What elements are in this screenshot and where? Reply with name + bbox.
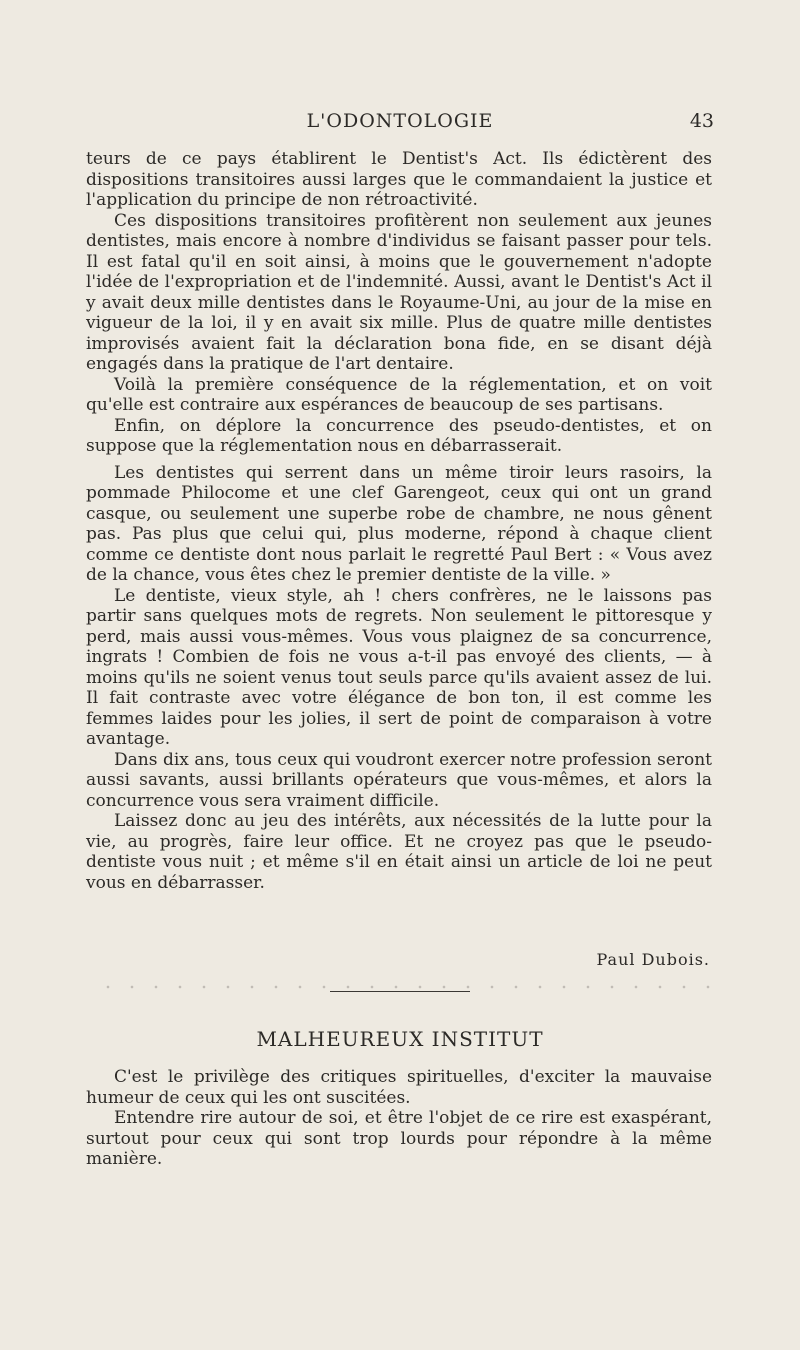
journal-title: L'ODONTOLOGIE [306, 110, 494, 132]
paragraph: Les dentistes qui serrent dans un même tiroir leurs rasoirs, la pommade Philocome et une clef Garengeot, ceux qui ont un grand casque, ou seulement une superbe robe de chambre, ne nous gênent pas. Pas plus que celui qui, plus moderne, répond à chaque client comme ce dentiste dont nous parlait le regretté Paul Bert : « Vous avez de la chance, vous êtes chez le premier dentiste de la ville. » [86, 462, 712, 585]
paragraph: teurs de ce pays établirent le Dentist's Act. Ils édictèrent des dispositions transitoires aussi larges que le commandaient la justice et l'application du principe de non rétroactivité. [86, 149, 712, 210]
author-signature: Paul Dubois. [596, 950, 710, 969]
paragraph: Dans dix ans, tous ceux qui voudront exercer notre profession seront aussi savants, aussi brillants opérateurs que vous-mêmes, et alors la concurrence vous sera vraiment difficile. [86, 749, 712, 811]
paragraph: Ces dispositions transitoires profitèrent non seulement aux jeunes dentistes, mais encore à nombre d'individus se faisant passer pour tels. Il est fatal qu'il en soit ainsi, à moins que le gouvernement n'adopte l'idée de l'expropriation et de l'indemnité. Aussi, avant le Dentist's Act il y avait deux mille dentistes dans le Royaume-Uni, au jour de la mise en vigueur de la loi, il y en avait six mille. Plus de quatre mille dentistes improvisés avaient fait la déclaration bona fide, en se disant déjà engagés dans la pratique de l'art dentaire. [86, 210, 712, 374]
running-header [86, 110, 714, 136]
article-body [86, 149, 712, 893]
dotted-divider [96, 985, 710, 989]
paragraph: Laissez donc au jeu des intérêts, aux nécessités de la lutte pour la vie, au progrès, faire leur office. Et ne croyez pas que le pseudo-dentiste vous nuit ; et même s'il en était ainsi un article de loi ne peut vous en débarrasser. [86, 811, 712, 893]
section-divider [330, 991, 470, 992]
page-number: 43 [689, 110, 714, 132]
second-article-body [86, 1067, 712, 1170]
paragraph: Entendre rire autour de soi, et être l'objet de ce rire est exaspérant, surtout pour ceux qui sont trop lourds pour répondre à la même manière. [86, 1108, 712, 1169]
paragraph: Le dentiste, vieux style, ah ! chers confrères, ne le laissons pas partir sans quelques mots de regrets. Non seulement le pittoresque y perd, mais aussi vous-mêmes. Vous vous plaignez de sa concurrence, ingrats ! Combien de fois ne vous a-t-il pas envoyé des clients, — à moins qu'ils ne soient venus tout seuls parce qu'ils avaient assez de lui. Il fait contraste avec votre élégance de bon ton, il est comme les femmes laides pour les jolies, il sert de point de comparaison à votre avantage. [86, 585, 712, 749]
paragraph: Voilà la première conséquence de la réglementation, et on voit qu'elle est contraire aux espérances de beaucoup de ses partisans. [86, 374, 712, 415]
paragraph: Enfin, on déplore la concurrence des pseudo-dentistes, et on suppose que la réglementation nous en débarrasserait. [86, 415, 712, 456]
paragraph: C'est le privilège des critiques spirituelles, d'exciter la mauvaise humeur de ceux qui les ont suscitées. [86, 1067, 712, 1108]
section-heading: MALHEUREUX INSTITUT [256, 1027, 544, 1051]
